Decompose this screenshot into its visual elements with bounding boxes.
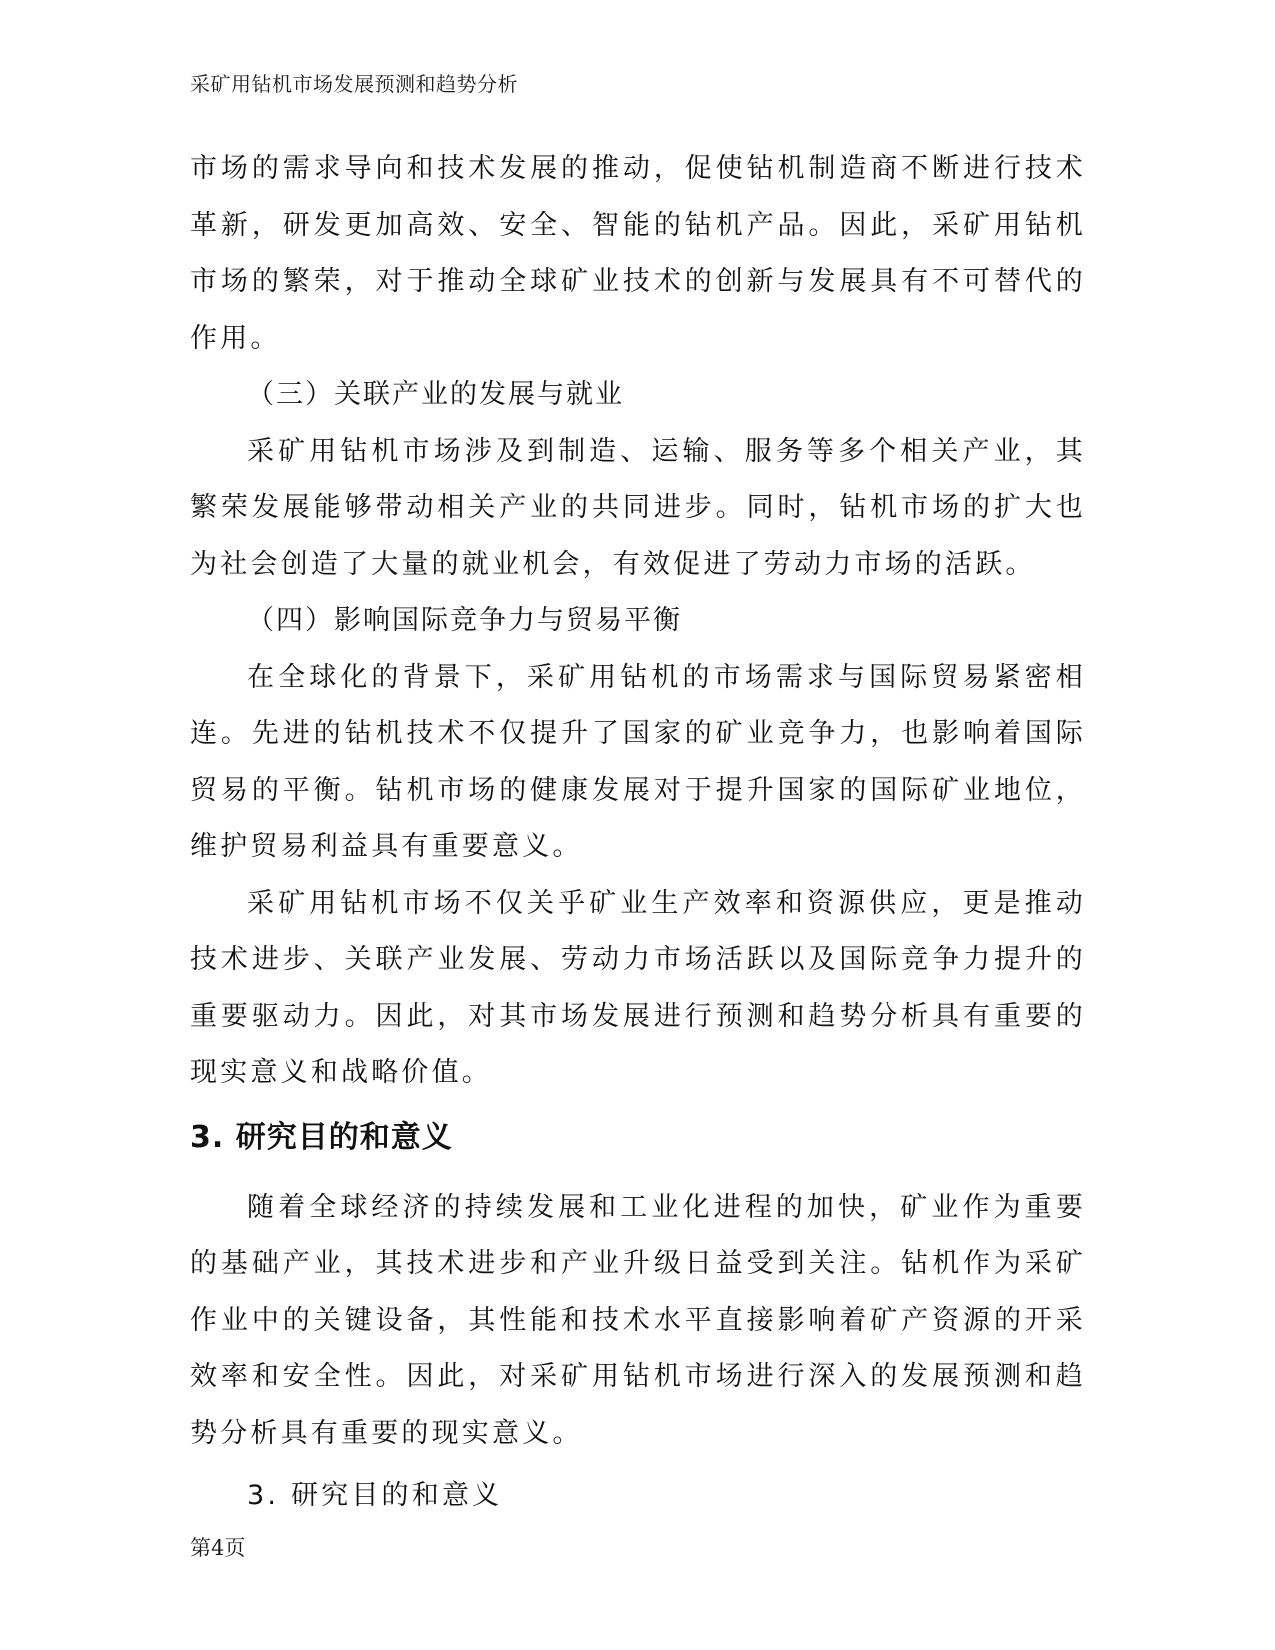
paragraph-international-trade: 在全球化的背景下，采矿用钻机的市场需求与国际贸易紧密相连。先进的钻机技术不仅提升了国家的矿业竞争力，也影响着国际贸易的平衡。钻机市场的健康发展对于提升国家的国际矿业地位，维护贸易利益具有重要意义。 bbox=[190, 661, 1086, 862]
page-number: 第4页 bbox=[190, 1536, 246, 1560]
paragraph-tech-innovation: 市场的需求导向和技术发展的推动，促使钻机制造商不断进行技术革新，研发更加高效、安全、智能的钻机产品。因此，采矿用钻机市场的繁荣，对于推动全球矿业技术的创新与发展具有不可替代的作用。 bbox=[190, 153, 1086, 354]
subheading-related-industries: （三）关联产业的发展与就业 bbox=[247, 379, 624, 410]
section-heading-research-purpose: 3. 研究目的和意义 bbox=[190, 1119, 453, 1155]
paragraph-related-industries: 采矿用钻机市场涉及到制造、运输、服务等多个相关产业，其繁荣发展能够带动相关产业的共同进步。同时，钻机市场的扩大也为社会创造了大量的就业机会，有效促进了劳动力市场的活跃。 bbox=[190, 435, 1086, 580]
page-header: 采矿用钻机市场发展预测和趋势分析 bbox=[190, 72, 518, 96]
paragraph-research-background: 随着全球经济的持续发展和工业化进程的加快，矿业作为重要的基础产业，其技术进步和产业升级日益受到关注。钻机作为采矿作业中的关键设备，其性能和技术水平直接影响着矿产资源的开采效率和安全性。因此，对采矿用钻机市场进行深入的发展预测和趋势分析具有重要的现实意义。 bbox=[190, 1191, 1086, 1449]
subheading-research-purpose: 3. 研究目的和意义 bbox=[247, 1480, 503, 1511]
subheading-international-competitiveness: （四）影响国际竞争力与贸易平衡 bbox=[247, 605, 682, 636]
document-body bbox=[190, 141, 1086, 1525]
paragraph-summary: 采矿用钻机市场不仅关乎矿业生产效率和资源供应，更是推动技术进步、关联产业发展、劳动力市场活跃以及国际竞争力提升的重要驱动力。因此，对其市场发展进行预测和趋势分析具有重要的现实意义和战略价值。 bbox=[190, 887, 1086, 1088]
